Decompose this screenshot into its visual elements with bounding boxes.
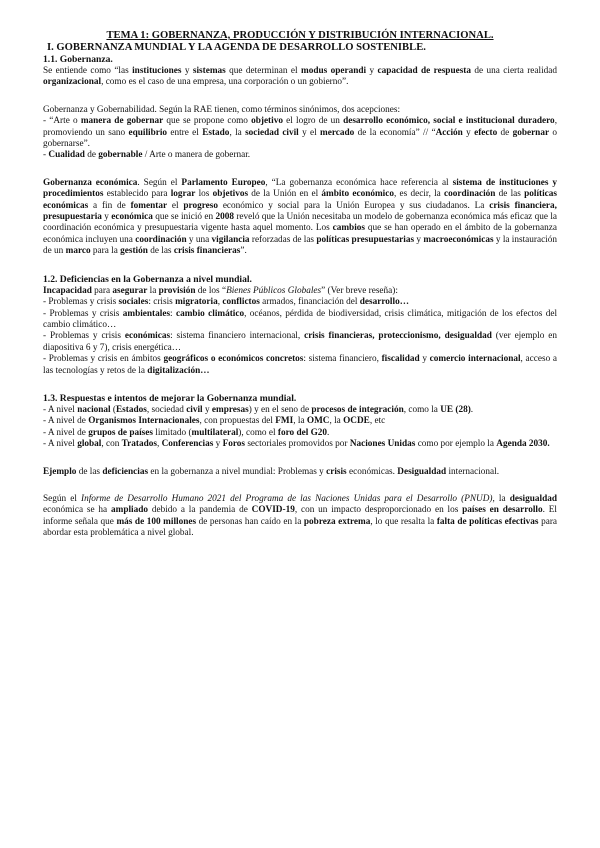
- bold-text: Organismos Internacionales: [88, 416, 200, 427]
- bold-text: manera de gobernar: [80, 116, 164, 127]
- text-run: y: [366, 66, 378, 76]
- text-run: - Problemas y crisis: [43, 331, 125, 342]
- bold-text: gestión: [120, 246, 148, 257]
- paragraph: [43, 286, 557, 297]
- text-run: ), como el: [238, 427, 278, 438]
- bold-text: foro del G20: [277, 427, 328, 438]
- text-run: - A nivel: [43, 439, 78, 450]
- text-run: , con propuestas del: [199, 416, 276, 427]
- bold-text: Parlamento Europeo: [181, 177, 266, 188]
- bold-text: políticas económicas: [43, 189, 558, 211]
- bold-text: países en desarrollo: [462, 505, 543, 516]
- text-run: sectoriales promovidos por: [245, 439, 350, 450]
- bold-text: empresas: [211, 404, 249, 415]
- bold-text: deficiencias: [102, 466, 149, 477]
- text-run: - Problemas y crisis: [43, 308, 123, 319]
- bold-text: efecto: [474, 127, 498, 138]
- text-run: y: [419, 354, 430, 365]
- bold-text: mercado: [320, 127, 355, 138]
- text-run: / Arte o manera de gobernar.: [142, 150, 251, 161]
- bold-text: crisis financiera, presupuestaria: [43, 200, 557, 223]
- document-title: TEMA 1: GOBERNANZA, PRODUCCIÓN Y DISTRIBUCIÓN INTERNACIONAL.: [106, 30, 494, 41]
- bold-text: Desigualdad: [397, 466, 447, 477]
- bold-text: OCDE: [343, 416, 370, 427]
- bold-text: objetivos: [212, 189, 249, 200]
- text-run: reforzadas de las: [249, 234, 317, 245]
- text-run: , la: [293, 416, 307, 427]
- text-run: -: [43, 150, 49, 161]
- text-run: Se entiende como “las: [43, 66, 133, 76]
- bold-text: ámbito económico: [321, 189, 394, 200]
- text-run: y el: [298, 127, 321, 138]
- text-run: debido a la pandemia de: [148, 505, 252, 516]
- text-run: como por ejemplo la: [415, 439, 497, 450]
- bold-text: migratoria: [175, 297, 218, 308]
- text-run: para abordar esta problemática a nivel global.: [43, 516, 558, 539]
- bold-text: Gobernanza económica: [43, 177, 138, 188]
- text-run: y: [202, 404, 212, 415]
- bold-text: Ejemplo: [43, 466, 77, 477]
- text-run: , la: [492, 493, 510, 504]
- paragraph: [43, 494, 557, 540]
- text-run: y: [414, 234, 424, 245]
- bold-text: coordinación: [135, 234, 187, 245]
- bold-text: Estado: [202, 127, 230, 138]
- bold-text: UE (28): [440, 404, 471, 415]
- text-run: que se han operado en el ámbito de la gobernanza económica incluyen una: [43, 223, 557, 245]
- text-run: en la gobernanza a nivel mundial: Problemas y: [148, 466, 327, 477]
- text-run: internacional.: [446, 466, 500, 477]
- bold-text: desarrollo…: [359, 297, 409, 308]
- text-run: o gobernarse”.: [43, 127, 558, 150]
- bold-text: digitalización…: [147, 365, 210, 376]
- text-run: y: [101, 212, 112, 223]
- list-item: [43, 354, 557, 377]
- list-item: [43, 405, 557, 416]
- bold-text: Conferencias: [161, 439, 214, 450]
- text-run: de una cierta realidad: [471, 66, 558, 76]
- text-run: (ver ejemplo en diapositiva 6 y 7), crisis energética…: [43, 331, 558, 353]
- bold-text: grupos de países: [88, 427, 153, 438]
- text-run: Gobernanza y Gobernabilidad. Según la RAE tienen, como términos sinónimos, dos acepciones:: [43, 104, 401, 115]
- text-run: . El informe señala que: [43, 505, 557, 527]
- bold-text: civil: [186, 404, 203, 415]
- text-run: de los “: [195, 285, 227, 296]
- text-run: - A nivel de: [43, 416, 89, 427]
- list-item: [43, 331, 557, 354]
- text-run: , es decir, la: [393, 189, 445, 200]
- text-run: económica se ha: [43, 505, 111, 516]
- text-run: reveló que la Unión necesitaba un modelo de gobernanza económica más eficaz que la coordinación económica y presupuestaria vigente hasta aquel momento. Los: [43, 212, 558, 234]
- bold-text: sistemas: [192, 66, 226, 76]
- bold-text: ambientales: [122, 308, 171, 319]
- bold-text: Agenda 2030.: [496, 439, 550, 450]
- text-run: y: [213, 439, 223, 450]
- bold-text: objetivo: [251, 116, 283, 127]
- bold-text: conflictos: [222, 297, 260, 308]
- text-run: el logro de un: [282, 116, 344, 127]
- bold-text: lograr: [170, 189, 196, 200]
- bold-text: 2008: [215, 212, 234, 223]
- text-run: y una: [186, 234, 212, 245]
- text-run: . Según el: [137, 177, 182, 188]
- text-run: de: [497, 127, 513, 138]
- text-run: - Problemas y crisis en ámbitos: [43, 354, 164, 365]
- paragraph: [43, 105, 557, 116]
- subsection-title-1-3: 1.3. Respuestas e intentos de mejorar la Gobernanza mundial.: [43, 392, 297, 404]
- text-run: para: [91, 285, 113, 296]
- text-run: - “Arte o: [43, 116, 81, 127]
- text-run: (: [110, 404, 117, 415]
- list-item: [43, 416, 557, 427]
- paragraph: [43, 66, 557, 89]
- bold-text: Tratados: [121, 439, 157, 450]
- bold-text: asegurar: [112, 285, 148, 296]
- text-run: , con un impacto desproporcionado en los: [294, 505, 463, 516]
- bold-text: fomentar: [130, 200, 168, 211]
- list-item: [43, 428, 557, 439]
- text-run: la: [147, 285, 159, 296]
- text-run: , etc: [369, 416, 386, 427]
- text-run: de la economía” // “: [354, 127, 436, 138]
- bold-text: desigualdad: [509, 493, 557, 504]
- text-run: ” (Ver breve reseña):: [321, 285, 398, 296]
- bold-text: FMI: [275, 416, 294, 427]
- bold-text: OMC: [306, 416, 330, 427]
- bold-text: coordinación: [444, 189, 496, 200]
- text-run: ,: [156, 439, 162, 450]
- text-run: : sistema financiero internacional,: [170, 331, 305, 342]
- text-run: que se propone como: [163, 116, 252, 127]
- text-run: , acceso a las tecnologías y retos de la: [43, 354, 557, 376]
- bold-text: sistema de instituciones y procedimientos: [43, 177, 558, 200]
- subsection-title-1-1: 1.1. Gobernanza.: [43, 54, 113, 65]
- text-run: , con: [101, 439, 122, 450]
- text-run: de las: [495, 189, 525, 200]
- text-run: de las: [76, 466, 103, 477]
- bold-text: global: [77, 439, 102, 450]
- bold-text: comercio internacional: [429, 354, 521, 365]
- bold-text: nacional: [77, 404, 111, 415]
- bold-text: políticas presupuestarias: [316, 234, 415, 245]
- bold-text: sociedad civil: [245, 127, 299, 138]
- text-run: a fin de: [88, 200, 131, 211]
- bold-text: modus operandi: [301, 66, 367, 76]
- bold-text: ampliado: [111, 505, 149, 516]
- text-run: económico y social para la Unión Europea y sus ciudadanos. La: [218, 200, 490, 211]
- text-run: , sociedad: [146, 404, 187, 415]
- text-run: y: [181, 66, 193, 76]
- bold-text: geográficos o económicos concretos: [163, 354, 304, 365]
- bold-text: capacidad de respuesta: [377, 66, 471, 76]
- text-run: económicas.: [346, 466, 398, 477]
- text-run: ,: [217, 297, 223, 308]
- text-run: limitado (: [152, 427, 192, 438]
- text-run: , la: [329, 416, 344, 427]
- paragraph: [43, 178, 557, 258]
- text-run: .: [470, 404, 474, 415]
- text-run: para la: [90, 246, 121, 257]
- text-run: que determinan el: [225, 66, 301, 76]
- text-run: , como la: [403, 404, 441, 415]
- text-run: , “La gobernanza económica hace referencia al: [265, 177, 453, 188]
- bold-text: económica: [111, 212, 153, 223]
- text-run: el: [167, 200, 184, 211]
- text-run: , la: [229, 127, 246, 138]
- text-run: y: [462, 127, 475, 138]
- text-run: establecido para: [103, 189, 171, 200]
- bold-text: progreso: [183, 200, 218, 211]
- bold-text: crisis financieras: [173, 246, 241, 257]
- text-run: de las: [147, 246, 174, 257]
- bold-text: organizacional: [43, 77, 102, 88]
- bold-text: procesos de integración: [311, 404, 404, 415]
- text-run: los: [195, 189, 213, 200]
- bold-text: gobernable: [98, 150, 143, 161]
- bold-text: sociales: [118, 297, 149, 308]
- section-title: I. GOBERNANZA MUNDIAL Y LA AGENDA DE DESARROLLO SOSTENIBLE.: [47, 42, 426, 53]
- bold-text: cambios: [332, 223, 365, 234]
- bold-text: marco: [65, 246, 91, 257]
- bold-text: Foros: [222, 439, 246, 450]
- text-run: - A nivel de: [43, 427, 89, 438]
- bold-text: económicas: [124, 331, 171, 342]
- list-item: [43, 150, 557, 161]
- bold-text: pobreza extrema: [303, 516, 371, 527]
- bold-text: Acción: [435, 127, 463, 138]
- text-run: Según el: [43, 493, 82, 504]
- bold-text: macroeconómicas: [423, 234, 494, 245]
- text-run: : sistema financiero,: [303, 354, 382, 365]
- bold-text: instituciones: [132, 66, 182, 76]
- text-run: de personas han caído en la: [196, 516, 304, 527]
- text-run: armados, financiación del: [259, 297, 360, 308]
- text-run: y la instauración de un: [43, 234, 558, 257]
- italic-text: Bienes Públicos Globales: [226, 285, 322, 296]
- paragraph: [43, 467, 557, 478]
- bold-text: crisis: [326, 466, 347, 477]
- text-run: , promoviendo un sano: [43, 116, 557, 138]
- bold-text: COVID-19: [251, 505, 295, 516]
- bold-text: gobernar: [512, 127, 550, 138]
- text-run: , como es el caso de una empresa, una corporación o un gobierno”.: [101, 77, 349, 88]
- bold-text: desarrollo económico, social e institucional duradero: [343, 116, 555, 127]
- bold-text: provisión: [158, 285, 196, 296]
- text-run: ) y en el seno de: [248, 404, 312, 415]
- text-run: entre el: [167, 127, 203, 138]
- italic-text: Informe de Desarrollo Humano 2021 del Programa de las Naciones Unidas para el Desarrollo (PNUD): [81, 493, 493, 504]
- text-run: que se inició en: [152, 212, 216, 223]
- bold-text: equilibrio: [128, 127, 168, 138]
- text-run: :: [170, 308, 176, 319]
- bold-text: fiscalidad: [381, 354, 420, 365]
- text-run: .: [327, 427, 330, 438]
- bold-text: falta de políticas efectivas: [436, 516, 539, 527]
- bold-text: crisis financieras, proteccionismo, desigualdad: [304, 331, 492, 342]
- bold-text: cambio climático: [176, 308, 245, 319]
- text-run: - Problemas y crisis: [43, 297, 119, 308]
- list-item: [43, 116, 557, 150]
- bold-text: Incapacidad: [43, 285, 92, 296]
- text-run: : crisis: [148, 297, 176, 308]
- text-run: de la Unión en el: [248, 189, 322, 200]
- bold-text: más de 100 millones: [116, 516, 197, 527]
- list-item: [43, 309, 557, 332]
- text-run: de: [84, 150, 99, 161]
- list-item: [43, 297, 557, 308]
- bold-text: Cualidad: [48, 150, 85, 161]
- list-item: [43, 439, 557, 450]
- bold-text: Naciones Unidas: [349, 439, 416, 450]
- bold-text: Estados: [116, 404, 147, 415]
- text-run: , lo que resalta la: [370, 516, 437, 527]
- subsection-title-1-2: 1.2. Deficiencias en la Gobernanza a nivel mundial.: [43, 273, 252, 285]
- bold-text: multilateral: [191, 427, 239, 438]
- bold-text: vigilancia: [211, 234, 250, 245]
- text-run: - A nivel: [43, 404, 78, 415]
- text-run: , océanos, pérdida de biodiversidad, crisis climática, mitigación de los efectos del cambio climático…: [43, 308, 558, 330]
- text-run: ”.: [240, 246, 247, 257]
